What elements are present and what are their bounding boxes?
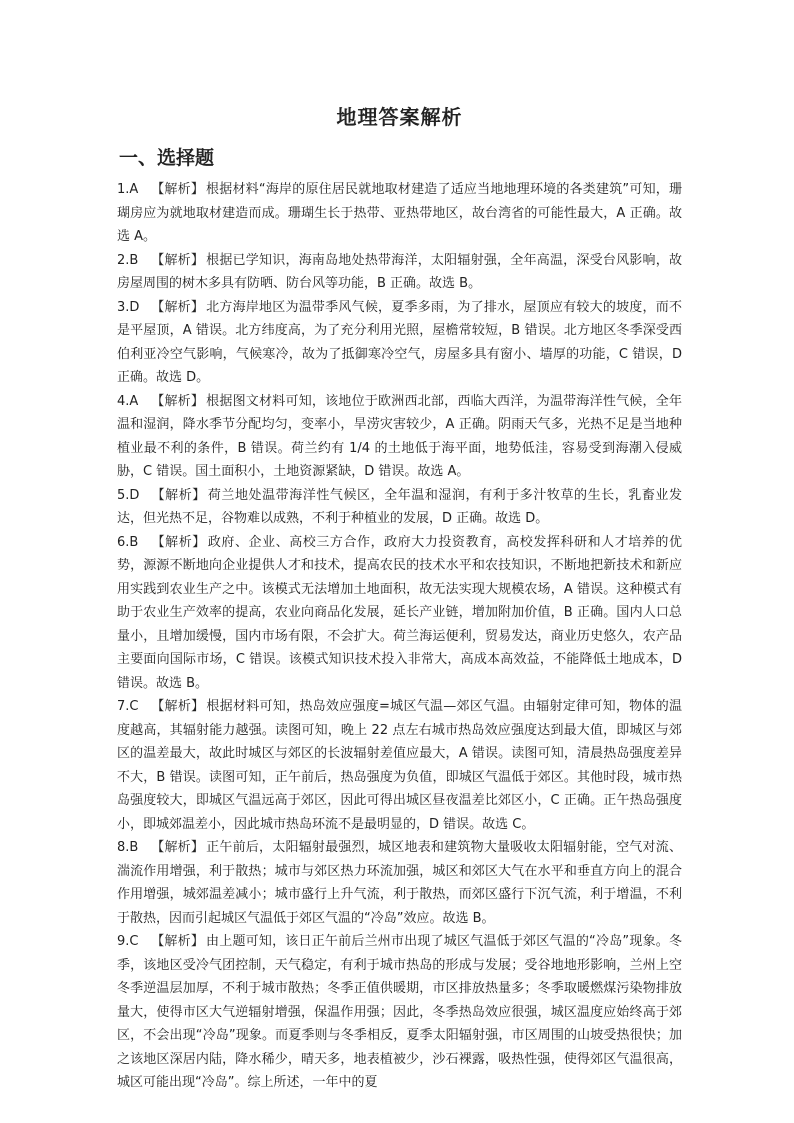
answer-tag: 【解析】 (151, 934, 205, 949)
answer-text: 荷兰地处温带海洋性气候区，全年温和湿润，有利于多汁牧草的生长，乳畜业发达，但光热不足，谷物难以成熟，不利于种植业的发展，D 正确。故选 D。 (117, 487, 682, 526)
answer-tag: 【解析】 (151, 840, 205, 855)
answer-tag: 【解析】 (151, 299, 205, 315)
answer-text: 根据图文材料可知，该地位于欧洲西北部，西临大西洋，为温带海洋性气候，全年温和湿润，降水季节分配均匀，变率小，旱涝灾害较少，A 正确。阴雨天气多，光热不足是当地种植业最不利的条件，B 错误。荷兰约有 1/4 的土地低于海平面，地势低洼，容易受到海潮入侵威胁，C 错误。国土面积小，土地资源紧缺，D 错误。故选 A。 (117, 393, 682, 479)
answer-text: 政府、企业、高校三方合作，政府大力投资教育，高校发挥科研和人才培养的优势，源源不断地向企业提供人才和技术，提高农民的技术水平和农技知识，不断地把新技术和新应用实践到农业生产之中。该模式无法增加土地面积，故无法实现大规模农场，A 错误。这种模式有助于农业生产效率的提高，农业向商品化发展，延长产业链，增加附加价值，B 正确。国内人口总量小，且增加缓慢，国内市场有限，不会扩大。荷兰海运便利，贸易发达，商业历史悠久，农产品主要面向国际市场，C 错误。该模式知识技术投入非常大，高成本高效益，不能降低土地成本，D 错误。故选 B。 (117, 534, 682, 691)
section-heading: 一、选择题 (119, 147, 215, 169)
answer-tag: 【解析】 (151, 252, 205, 268)
answer-number: 1.A (117, 182, 139, 197)
answer-text: 正午前后，太阳辐射最强烈，城区地表和建筑物大量吸收太阳辐射能，空气对流、湍流作用增强，利于散热；城市与郊区热力环流加强，城区和郊区大气在水平和垂直方向上的混合作用增强，城郊温差减小；城市盛行上升气流，利于散热，而郊区盛行下沉气流，利于增温，不利于散热，因而引起城区气温低于郊区气温的“冷岛”效应。故选 B。 (117, 840, 682, 926)
answer-tag: 【解析】 (151, 487, 206, 503)
answer-tag: 【解析】 (151, 534, 206, 550)
answer-item (117, 836, 682, 930)
answer-item (117, 695, 682, 836)
answer-item (117, 484, 682, 531)
answer-number: 7.C (117, 699, 139, 714)
answer-text: 由上题可知，该日正午前后兰州市出现了城区气温低于郊区气温的“冷岛”现象。冬季，该地区受冷气团控制，天气稳定，有利于城市热岛的形成与发展；受谷地地形影响，兰州上空冬季逆温层加厚，不利于城市散热；冬季正值供暖期，市区排放热量多；冬季取暖燃煤污染物排放量大，使得市区大气逆辐射增强，保温作用强；因此，冬季热岛效应很强，城区温度应始终高于郊区，不会出现“冷岛”现象。而夏季则与冬季相反，夏季太阳辐射强，市区周围的山坡受热很快；加之该地区深居内陆，降水稀少，晴天多，地表植被少，沙石裸露，吸热性强，使得郊区气温很高，城区可能出现“冷岛”。综上所述，一年中的夏 (117, 934, 682, 1090)
answer-text: 根据材料“海岸的原住居民就地取材建造了适应当地地理环境的各类建筑”可知，珊瑚房应为就地取材建造而成。珊瑚生长于热带、亚热带地区，故台湾省的可能性最大，A 正确。故选 A。 (117, 182, 682, 244)
answer-text: 根据已学知识，海南岛地处热带海洋，太阳辐射强，全年高温，深受台风影响，故房屋周围的树木多具有防晒、防台风等功能，B 正确。故选 B。 (117, 252, 682, 291)
answer-item (117, 296, 682, 390)
answer-list (117, 178, 682, 1095)
answer-tag: 【解析】 (151, 393, 205, 409)
answer-number: 9.C (117, 934, 139, 949)
answer-text: 北方海岸地区为温带季风气候，夏季多雨，为了排水，屋顶应有较大的坡度，而不是平屋顶，A 错误。北方纬度高，为了充分利用光照，屋檐常较短，B 错误。北方地区冬季深受西伯利亚冷空气影响，气候寒冷，故为了抵御寒冷空气，房屋多具有窗小、墙厚的功能，C 错误，D 正确。故选 D。 (117, 299, 682, 385)
document-title: 地理答案解析 (336, 105, 463, 129)
answer-number: 4.A (117, 393, 139, 409)
answer-text: 根据材料可知，热岛效应强度=城区气温—郊区气温。由辐射定律可知，物体的温度越高，其辐射能力越强。读图可知，晚上 22 点左右城市热岛效应强度达到最大值，即城区与郊区的温差最大，故此时城区与郊区的长波辐射差值应最大，A 错误。读图可知，清晨热岛强度差异不大，B 错误。读图可知，正午前后，热岛强度为负值，即城区气温低于郊区。其他时段，城市热岛强度较大，即城区气温远高于郊区，因此可得出城区昼夜温差比郊区小，C 正确。正午热岛强度小，即城郊温差小，因此城市热岛环流不是最明显的，D 错误。故选 C。 (117, 699, 682, 832)
answer-item (117, 178, 682, 249)
answer-item (117, 249, 682, 296)
answer-number: 8.B (117, 840, 139, 855)
answer-item (117, 390, 682, 484)
answer-tag: 【解析】 (151, 182, 205, 197)
answer-number: 2.B (117, 252, 139, 268)
answer-number: 6.B (117, 534, 139, 550)
answer-number: 5.D (117, 487, 140, 503)
answer-item (117, 531, 682, 696)
answer-tag: 【解析】 (151, 699, 205, 714)
answer-item (117, 930, 682, 1095)
answer-number: 3.D (117, 299, 140, 315)
